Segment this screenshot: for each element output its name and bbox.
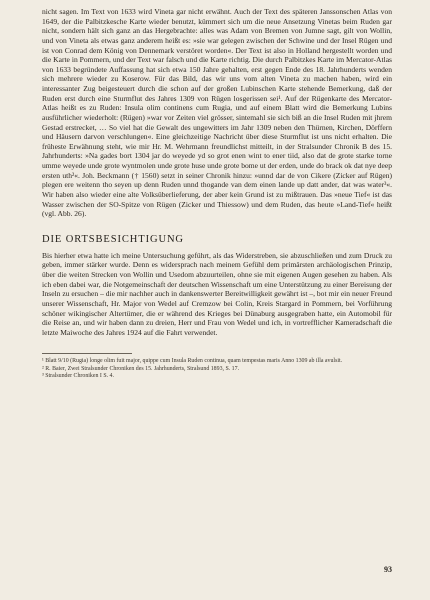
footnote-divider bbox=[42, 353, 132, 354]
section-paragraph: Bis hierher etwa hatte ich meine Untersuchung geführt, als das Widerstreben, sie abzuschließen und zum Druck zu geben, immer stärker wurde. Denn es widersprach nach meinem Gefühl dem primärsten archäologischen Prinzip, über die weiten Strecken von Wollin und Usedom abzuurteilen, ohne sie mit eigenen Augen gesehen zu haben. Als ich eben dabei war, die Notgemeinschaft der deutschen Wissenschaft um eine Unterstützung zu einer Bereisung der Inseln zu ersuchen – die mir nachher auch in dankenswerter Bereitwilligkeit gewährt ist –, bot mir ein neuer Freund unserer Wissenschaft, Hr. Major von Wedel auf Cremzow bei Colin, Kreis Stargard in Pommern, bei Vorführung schöner wikingischer Altertümer, die er während des Krieges bei Dünaburg ausgegraben hatte, ein Automobil für die Reise an, und wir haben dann zu dreien, Herr und Frau von Wedel und ich, in vortrefflicher Kameradschaft die letzte Maiwoche des Jahres 1924 auf die Fahrt verwendet. bbox=[42, 250, 392, 337]
footnote-2: ² R. Baier, Zwei Stralsunder Chroniken des 15. Jahrhunderts, Stralsund 1893, S. 17. bbox=[42, 365, 240, 372]
body-paragraph: nicht sagen. Im Text von 1633 wird Vineta gar nicht erwähnt. Auch der Text des späteren Janssonschen Atlas von 1649, der die Palbitzkesche Karte wieder benutzt, kümmert sich um die neue Ansetzung Vinetas beim Ruden gar nicht, sondern hält sich ganz an das Hergebrachte: alles was Adam von Bremen von Jumne sagt, gilt von Wollin, und von Vineta als etwas ganz anderem heißt es: »sie war gelegen zwischen der Schwine und der Insel Rügen und ist von Conrad dem König von Dennemark verstöret worden«. Der Text ist also in Holland hergestellt worden und die Karte in Pommern, und der Text war falsch und die Karte richtig. Die durch Palbitzkes Karte im Mercator-Atlas von 1633 begründete Auffassung hat sich etwa 150 Jahre gehalten, erst gegen Ende des 18. Jahrhunderts wenden sich mehrere wieder zu Koserow. Für das Bild, das wir uns vom alten Vineta zu machen haben, wird ein interessanter Zug beigesteuert durch die schon auf der großen Lubinschen Karte stehende Bemerkung, daß der Ruden erst durch eine Sturmflut des Jahres 1309 von Rügen losgerissen sei¹. Auf der Rügenkarte des Mercator-Atlas heißt es zu Ruden: Insula olim continens cum Rugia, und auf einem Blatt wird die Bemerkung Lubins ausführlicher wiederholt: (Rügen) »war vor Zeiten viel grösser, sintemahl sie sich biß an die Insel Ruden mit jhrem Gestad erstrecket, … So viel hat die Gewalt des ungewitters im Jahr 1309 neben den Thürnen, Kirchen, Dörffern und Häusern darvon verschlungen«. Eine gleichzeitige Nachricht über diese Sturmflut ist uns nicht erhalten. Die früheste Erwähnung steht, wie mir Hr. M. Wehrmann freundlichst mitteilt, in der Stralsunder Chronik B des 15. Jahrhunderts: »Na gades bort 1304 jar do weyede yd so grot enen wint to ener tiid, also dat de grote starke torne umme weyede unde grote wyntmolen unde grote huse unde grote bome ut der erden, unde do brack ok dat nye deep ersten uth²«. Joh. Beckmann († 1560) setzt in seiner Chronik hinzu: »unnd dar de von Cikere (Zicker auf Rügen) plegen ere weitenn tho seyen up denn Ruden unnd thogande van dem einen lande up datt ander, dat was water³«. Wir haben also wieder eine alte Volksüberlieferung, der aber kein Grund ist zu mißtrauen. Das »neue Tief« ist das Wasser zwischen der SO-Spitze von Rügen (Zicker und Thiessow) und dem Ruden, das heute »Land-Tief« heißt (vgl. Abb. 26). bbox=[42, 7, 392, 219]
section-heading: DIE ORTSBESICHTIGUNG bbox=[42, 233, 184, 245]
page-number: 93 bbox=[384, 565, 392, 574]
footnote-1: ¹ Blatt 9/10 (Rugia) longe olim fuit major, quippe cum Insula Ruden continua, quam tempestas maris Anno 1309 ab illa avulsit. bbox=[42, 358, 343, 365]
footnote-3: ³ Stralsunder Chroniken I S. 4. bbox=[42, 373, 114, 380]
